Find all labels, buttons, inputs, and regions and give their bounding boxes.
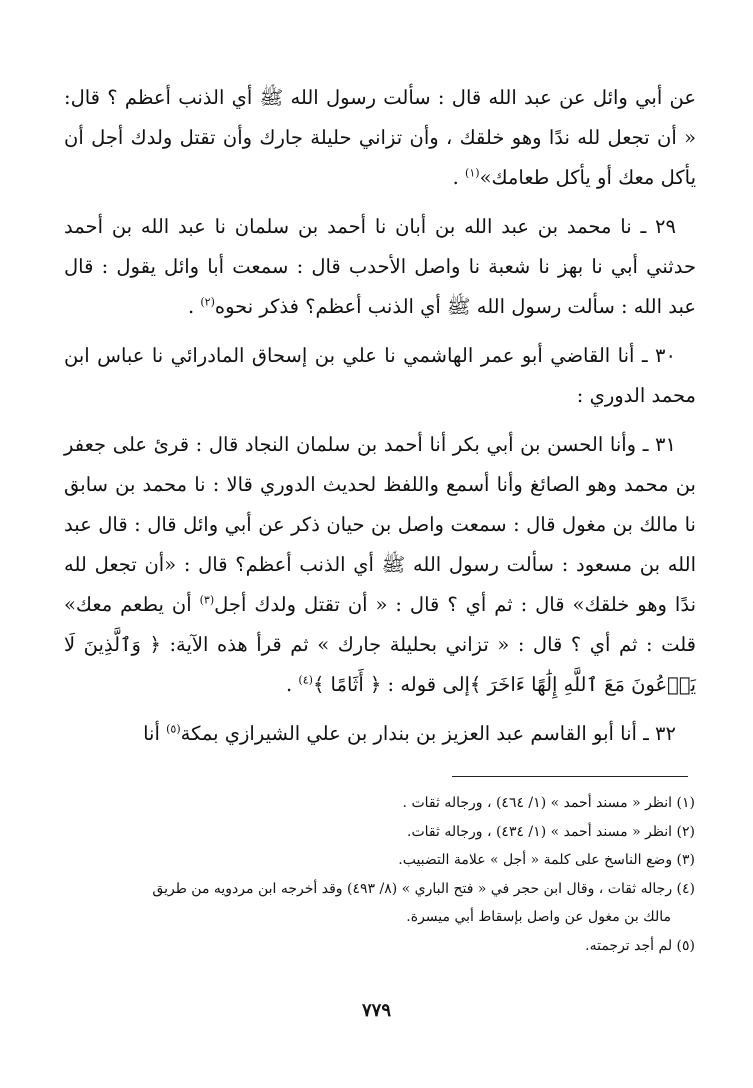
- paragraph-tail: أنا: [143, 722, 167, 745]
- paragraph-text: ٣٠ ـ أنا القاضي أبو عمر الهاشمي نا علي بن إسحاق المادرائي نا عباس ابن محمد الدوري :: [64, 344, 696, 407]
- page-number: ٧٧٩: [361, 1000, 391, 1021]
- paragraph-text: ٢٩ ـ نا محمد بن عبد الله بن أبان نا أحمد بن سلمان نا عبد الله بن أحمد حدثني أبي نا بهز نا شعبة نا واصل الأحدب قال : سمعت أبا وائل يقول : قال عبد الله : سألت رسول الله ﷺ أي الذنب أعظم؟ فذكر نحوه: [64, 215, 696, 318]
- footnote-ref-1[interactable]: (١): [465, 166, 480, 180]
- paragraph-28-continued: [64, 78, 696, 198]
- footnotes-section: [70, 789, 695, 960]
- paragraph-text: ٣٢ ـ أنا أبو القاسم عبد العزيز بن بندار بن علي الشيرازي بمكة: [180, 722, 676, 745]
- paragraph-tail: .: [452, 166, 466, 189]
- footnote-ref-3[interactable]: (٣): [199, 593, 215, 607]
- paragraph-32: [64, 714, 696, 754]
- paragraph-text-continued: أن يطعم معك» قلت : ثم أي ؟ قال : « تزاني بحليلة جارك » ثم قرأ هذه الآية: ﴿ وَٱلَّذِينَ لَا يَدۡعُونَ مَعَ ٱللَّهِ إِلَٰهًا ءَاخَرَ ﴾إلى قوله : ﴿ أَثَامًا ﴾: [64, 593, 696, 696]
- footnote-4-continued: مالك بن مغول عن واصل بإسقاط أبي ميسرة.: [406, 909, 671, 925]
- footnote-3: (٣) وضع الناسخ على كلمة « أجل » علامة التضبيب.: [398, 852, 695, 868]
- page-body: [64, 78, 696, 754]
- footnote-ref-4[interactable]: (٤): [298, 673, 313, 687]
- main-text: [64, 78, 696, 754]
- footnote-divider: [452, 776, 688, 777]
- footnote-2: (٢) انظر « مسند أحمد » (١/ ٤٣٤) ، ورجاله ثقات.: [407, 823, 695, 840]
- paragraph-text: ٣١ ـ وأنا الحسن بن أبي بكر أنا أحمد بن سلمان النجاد قال : قرئ على جعفر بن محمد وهو الصائغ وأنا أسمع واللفظ لحديث الدوري قالا : نا محمد بن سابق نا مالك بن مغول قال : سمعت واصل بن حيان ذكر عن أبي وائل قال : قال عبد الله بن مسعود : سألت رسول الله ﷺ أي الذنب أعظم؟ قال : «أن تجعل لله ندًا وهو خلقك» قال : ثم أي ؟ قال : « أن تقتل ولدك أجل: [64, 433, 697, 616]
- paragraph-31: [64, 425, 696, 705]
- paragraph-tail: .: [286, 673, 299, 696]
- footnote-5: (٥) لم أجد ترجمته.: [585, 937, 695, 954]
- footnote-1: (١) انظر « مسند أحمد » (١/ ٤٦٤) ، ورجاله ثقات .: [402, 795, 695, 811]
- paragraph-30: [64, 336, 696, 416]
- paragraph-tail: .: [187, 295, 201, 318]
- paragraph-29: [64, 207, 696, 327]
- footnote-ref-5[interactable]: (٥): [166, 722, 181, 736]
- footnote-4: (٤) رجاله ثقات ، وقال ابن حجر في « فتح الباري » (٨/ ٤٩٣) وقد أخرجه ابن مردويه من طريق: [152, 880, 695, 897]
- footnote-ref-2[interactable]: (٢): [200, 295, 215, 309]
- paragraph-text: عن أبي وائل عن عبد الله قال : سألت رسول الله ﷺ أي الذنب أعظم ؟ قال: « أن تجعل لله ندًا وهو خلقك ، وأن تزاني حليلة جارك وأن تقتل ولدك أجل أن يأكل معك أو يأكل طعامك»: [64, 86, 696, 189]
